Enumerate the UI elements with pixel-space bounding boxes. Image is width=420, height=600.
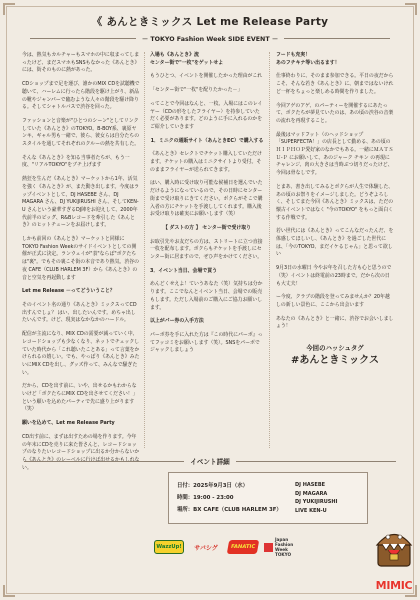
paragraph: 熱狂を生んだ《あんとき》マーケットから1年、活気を強く《あんとき》が、また動き出します。今度はラップイベントとして、DJ HASEBE さん、DJ MAGARA さん、DJ YUKIJIRUSHI さん、そしてKEN-U さんという豪華すぎるDJ陣をお迎えして、2000年代前半のビッグ、R&Bレコードを牽引した《あんとき》のヒットチューンをお届けします。 bbox=[22, 176, 139, 229]
divider bbox=[284, 38, 390, 39]
entry-title: 入場も《あんとき》流 bbox=[150, 52, 199, 58]
paragraph: もうひとつ、イベントを開催したかった理由がこれ bbox=[150, 73, 263, 80]
hashtag-block bbox=[276, 343, 394, 368]
jfw-text: Japan Fashion Week TOKYO bbox=[275, 537, 294, 557]
dj-name: LIVE KEN-U bbox=[295, 507, 327, 514]
wazzup-logo: WazzUp! bbox=[154, 540, 184, 554]
page-subtitle: － TOKYO Fashion Week SIDE EVENT － bbox=[141, 35, 279, 43]
jfw-logo bbox=[264, 537, 298, 557]
paragraph: 最後はマッドフット（のヘッドショップ「SUPERFECTA！」の店長として勤める、あの頃のＨＩＰＨＯＰ愛好家のなかでもある。一緒にＭＡＴＳＵ-Ｐ にお願いして、あのジャーク チキン の再現にチャレンジ、肉の大きさは当時ぶつ切りだったけど、今回は骨なしです。 bbox=[276, 131, 394, 177]
hashtag-label: 今回のハッシュタグ bbox=[306, 344, 364, 353]
paragraph: ファッションと音楽が"ひとつのシーン"としてリンクしていた《あんとき》のTOKYO。B-BOY系、裏原ヤンキ、ギャル男も一緒で、彼ら、彼女らは自分たちのスタイルを通してそれぞれのクルーの熱を共有した。 bbox=[22, 117, 140, 148]
paragraph: めんどくせえよ！ていうあなた（笑）気持ちは分かります。ここでなんとイベント当日、会場での販売もします。ただし入場前のご購入にご協力お願いします。 bbox=[150, 281, 263, 311]
sabasu-logo: サバシグ bbox=[194, 544, 218, 552]
hashtag: #あんときミックス bbox=[290, 355, 380, 367]
paragraph: あなたの《あんとき》と一緒に、渋谷でお会いしましょう！ bbox=[276, 315, 394, 330]
section-heading: 願いを込めて、Let me Release Party bbox=[22, 420, 115, 427]
paragraph: 若い世代には《あんとき》ってこんなだったんだ、を体感してほしいし、《あんとき》を過ごした世代には、「今のTOKYO、まだイケるじゃん」と思って欲しい bbox=[276, 228, 394, 258]
paragraph: 配信が主流になり、MIX CDの需要が減っていく中、レコードショップも少なくなり、ネットでチェックしていた時代から「これ聴いたことある」って言葉をかけられるの嬉しい。でも、やっぱり《あんとき》みたいにMIX CDを出し、グッズ作って、みんなで騒ぎたい。 bbox=[22, 331, 140, 376]
event-info bbox=[177, 480, 282, 516]
dj-name: DJ HASEBE bbox=[295, 482, 326, 488]
subtitle-row bbox=[30, 33, 390, 43]
paragraph: だから、CDを出す前に、いや、出せるかもわからないけど「ボクたちにMIX CDを出させてください！」という願いを込めたパーティで先に盛り上がります（笑） bbox=[22, 383, 138, 413]
jfw-mark-icon bbox=[264, 543, 273, 552]
frame-corner bbox=[3, 585, 15, 597]
dj-name: DJ MAGARA bbox=[295, 490, 328, 497]
mimic-logo: MIMIC bbox=[375, 579, 413, 592]
method-heading: 3．イベント当日、会場で買う bbox=[150, 267, 217, 274]
event-details-box bbox=[168, 472, 368, 524]
paragraph: とまあ、書き出してみるとボクらが人生で体験した、あの頃のお祭りをイメージしました。どうぞよろしく、そしてまた今回《あんとき》ミックスは、ただの懐古イベントではなく "今のTOKYO" をもっと面白くする作戦です。 bbox=[276, 183, 394, 221]
paragraph: お取引先やお友だちの方は、ストリートに立つ直接一枚を配布します。ボクらもチケットを手渡しにセンター街に居ますので、ぜひ声をかけてください。 bbox=[150, 238, 263, 261]
food-title: フードも充実！ bbox=[276, 52, 311, 58]
divider bbox=[236, 461, 396, 462]
quote: 「センター街で"一枚"を配りたかった－」 bbox=[150, 87, 243, 94]
column-food bbox=[276, 52, 394, 368]
paragraph: 今回アゲのアゲ、のパーティーを開催するにあたって、ボクたちが夢見ていたのは、あの頃の渋谷の音楽の流れを再現すること。 bbox=[276, 102, 394, 124]
paragraph: パーボ券を手に入れた方は『この時代にパーボ』ってフッコミをお願いします（笑）。SNSをパーボでジャックしましょう bbox=[150, 331, 263, 354]
event-date: 日付：2025年9月3日（水） bbox=[177, 483, 249, 489]
column-entry bbox=[150, 52, 264, 361]
paragraph: そんな《あんとき》を知る当事者たちが、もう一度、"リアルTOKYO"をブチ上げます bbox=[22, 154, 130, 169]
divider bbox=[30, 38, 136, 39]
paragraph: 《あんとき》セレクトでチケット購入していただけます。チケットの購入はミニクサイトより受付。そのままフライヤーが送られてきます。 bbox=[150, 151, 262, 173]
paragraph: 仕事終わりに、そのまま参加できる。平日の夜だからこそ、そんな若き《あんとき》に、朝まではないけれど一杯をちょっと楽しめる時間を作りました。 bbox=[276, 73, 394, 95]
paragraph: ってことで今回はなんと、一枚、入場にはこのレイヤー（CDの形をしたフライヤー）を持参していただく必要があります。どのように手に入れるのかをご紹介していきます bbox=[150, 100, 263, 130]
entry-title: センター街で"一枚"をゲットせよ bbox=[150, 59, 224, 66]
paragraph: しかも前回の《あんとき》マーケットと同様にTOKYO Fashion Weekのサイドイベントとしての開催が正式に決定。ランウェイが"表"ならば"ボクたちは"裏"。でもその裏こそ街の本音であり熱気。渋谷の夜 CAFE（CLUB HARLEM 3F）から《あんとき》の音と空気を再起動します bbox=[22, 236, 139, 281]
paragraph: そのイベント名の通り《あんとき》ミックスってCD出すんでしょ？ はい、出したいんです。めちゃ出したいんです。けど、現実はなかなかのハードル。 bbox=[22, 301, 137, 324]
mascot bbox=[372, 520, 416, 598]
column-intro bbox=[22, 52, 140, 478]
method-heading: 1．ミニクの通販サイト（あんときEC）で購入する bbox=[150, 137, 264, 144]
event-time: 時間：19:00 - 23:00 bbox=[177, 495, 234, 501]
food-subtitle: あのフチキナ等い出るます！ bbox=[276, 59, 340, 66]
column-divider bbox=[144, 52, 145, 448]
mimic-chest-icon bbox=[372, 520, 416, 582]
sponsor-logos bbox=[154, 538, 324, 556]
page-title: 《 あんときミックス Let me Release Party bbox=[91, 16, 329, 28]
column-divider bbox=[269, 52, 270, 448]
event-venue: 場所：BX CAFE（CLUB HARLEM 3F） bbox=[177, 507, 282, 513]
method-heading: 【 ダストの方 】 センター街で受け取り bbox=[162, 224, 252, 231]
divider bbox=[24, 461, 184, 462]
dj-name: DJ YUKIJIRUSHI bbox=[295, 499, 338, 505]
paragraph: ー今度、クラブの階段を登ってみませんか？20年越しの新しい景色に、ここから出会います bbox=[276, 294, 390, 308]
fanatic-logo: FANATIC bbox=[227, 540, 259, 554]
paragraph: 9月3日の水曜日 今やお年を召した方も心と思うので（笑）イベントは終電前の23時まで。だから次の日も大丈夫！ bbox=[276, 265, 392, 287]
dj-list bbox=[295, 481, 337, 515]
section-heading: 以上がパー券の入手方法 bbox=[150, 318, 204, 325]
paragraph: CDショップまで足を運び、誰かのMIX CDを試聴機で聴いて、ハーレムに行ったら階段を駆け上がり、新品の靴やジャンパーで臨むような人々の階段を駆け降りる。そしてシャトルバスで渋谷を回った。 bbox=[22, 81, 140, 111]
details-heading-row bbox=[24, 456, 396, 466]
paragraph: 今は、熱気もカルチャーもスマホの中に収まってしまったけど、まだスマホもSNSもなかった《あんとき》には、街そのものに熱があった。 bbox=[22, 52, 140, 74]
details-title: イベント詳細 bbox=[190, 458, 230, 466]
paragraph: CD出す前に、まずは出すための場を作ります。今年の年末にCDを売りに来た皆さんと、レコードショップのなりたいレコードショップに出るか分からないから《あんとき》のレーベルに行けば出せるかもしれない。 bbox=[22, 433, 140, 471]
section-heading: Let me Release －ってどういうこと？ bbox=[22, 288, 115, 295]
paragraph: はい、購入時に受け取り可能な候補日を選んでいただけるようになっているので、その日時にセンター街まで受け取りにきてください。ボクらがそこで購入者の方にチケットを手渡ししてくれます。購入後お受け取りは確実にお願いします（笑） bbox=[150, 180, 263, 218]
